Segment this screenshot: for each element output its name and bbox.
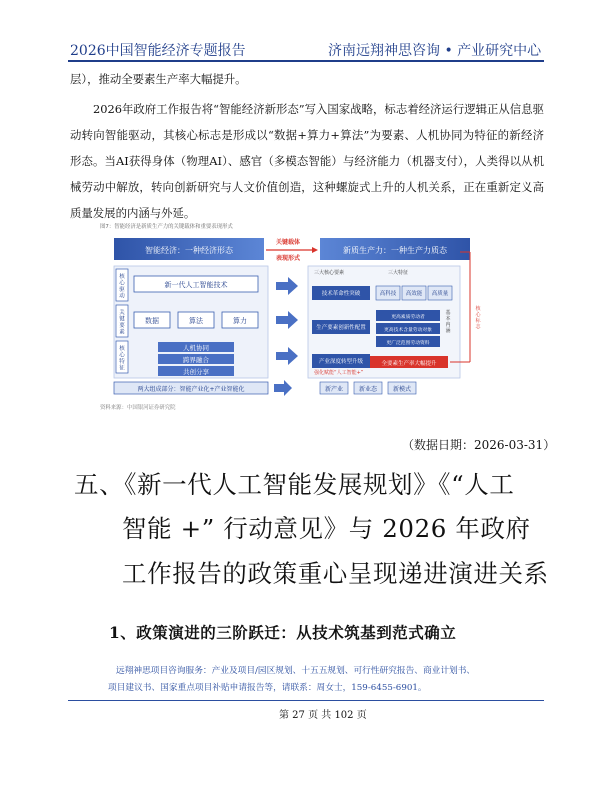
feature-1: 人机协同 xyxy=(183,344,209,352)
core-sign: 全要素生产率大幅提升 xyxy=(381,361,437,367)
right-title: 新质生产力：一种生产力质态 xyxy=(343,246,447,255)
figure-diagram xyxy=(98,222,488,400)
core-flag: 核心标志 xyxy=(475,306,481,330)
section-heading-line-3: 工作报告的政策重心呈现递进演进关系 xyxy=(122,559,549,588)
subheading: 1、政策演进的三阶跃迁：从技术筑基到范式确立 xyxy=(109,623,457,642)
element-data: 数据 xyxy=(145,317,159,325)
page-number: 第 27 页 共 102 页 xyxy=(279,710,367,721)
section-heading-line-2: 智能 +” 行动意见》与 2026 年政府 xyxy=(122,514,531,543)
arrow-1 xyxy=(276,277,298,295)
date-note: （数据日期：2026-03-31） xyxy=(402,438,556,452)
worker-3: 更广泛范围劳动资料 xyxy=(386,341,430,346)
header-divider xyxy=(68,60,544,62)
worker-2: 更高技术含量劳动对象 xyxy=(384,328,432,333)
header-left-title: 2026中国智能经济专题报告 xyxy=(70,43,246,59)
trait-1: 高科技 xyxy=(379,291,397,297)
right-connotation: 基本内涵 xyxy=(445,310,451,334)
left-bottom-bar: 两大组成部分：智能产业化+产业智能化 xyxy=(137,386,245,393)
center-label-1: 关键载体 xyxy=(276,239,301,246)
mid-block-1: 技术革命性突破 xyxy=(321,291,361,297)
arrow-3 xyxy=(276,347,298,365)
bottom-3: 新模式 xyxy=(392,386,412,393)
section-heading-line-1: 五、《新一代人工智能发展规划》《“人工 xyxy=(74,470,515,499)
trait-3: 高质量 xyxy=(431,291,449,297)
center-label-2: 表现形式 xyxy=(276,255,301,262)
footer-divider xyxy=(68,700,544,701)
mid-block-3: 产业深度转型升级 xyxy=(318,359,364,365)
figure-caption: 图7：智能经济是新质生产力的关键载体和重要表现形式 xyxy=(100,224,233,230)
figure-source: 资料来源：中国银河证券研究院 xyxy=(100,405,176,411)
trait-2: 高效能 xyxy=(405,291,423,297)
row-label-2: 关键要素 xyxy=(119,310,125,336)
feature-2: 跨界融合 xyxy=(183,356,209,364)
row-label-3: 核心特征 xyxy=(119,346,125,372)
core-driver-box: 新一代人工智能技术 xyxy=(164,281,228,289)
element-compute: 算力 xyxy=(233,317,247,325)
bottom-1: 新产业 xyxy=(324,386,344,393)
feature-3: 共创分享 xyxy=(183,368,209,376)
arrow-2 xyxy=(276,311,298,329)
arrow-4 xyxy=(274,380,292,396)
lever-label: 强化赋能“人工智能+” xyxy=(314,370,364,376)
footer-ad-line-2: 项目建议书、国家重点项目补贴申请报告等，请联系：周女士，159-6455-6901。 xyxy=(108,683,427,693)
paragraph-1: 层），推动全要素生产率大幅提升。 xyxy=(70,72,247,86)
left-title: 智能经济：一种经济形态 xyxy=(145,246,233,255)
element-algorithm: 算法 xyxy=(189,317,203,325)
right-sub-2: 三大特征 xyxy=(388,270,409,276)
paragraph-2: 2026年政府工作报告将“智能经济新形态”写入国家战略，标志着经济运行逻辑正从信息驱动转向智能驱动，其核心标志是形成以“数据+算力+算法”为要素、人机协同为特征的新经济形态。当AI获得身体（物理AI）、感官（多模态智能）与经济能力（机器支付），人类得以从机械劳动中解放，转向创新研究与人文价值创造，这种螺旋式上升的人机关系，正在重新定义高质量发展的内涵与外延。 xyxy=(70,102,544,220)
header-right-title: 济南远翔神思咨询 • 产业研究中心 xyxy=(328,43,542,59)
mid-block-2: 生产要素创新性配置 xyxy=(316,325,366,331)
row-label-1: 核心驱动 xyxy=(119,274,125,300)
footer-ad-line-1: 远翔神思项目咨询服务：产业及项目/园区规划、十五五规划、可行性研究报告、商业计划书、 xyxy=(116,666,476,676)
worker-1: 更高素质劳动者 xyxy=(391,315,425,320)
right-sub-1: 三大核心要素 xyxy=(314,270,345,276)
bottom-2: 新业态 xyxy=(358,386,378,393)
